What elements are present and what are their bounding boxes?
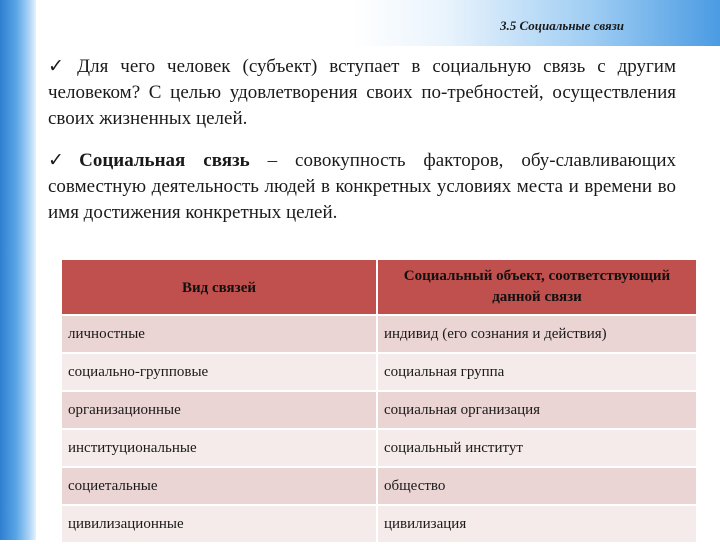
header-band	[352, 0, 720, 46]
table-cell: социальная организация	[377, 391, 697, 429]
table-cell: социетальные	[61, 467, 377, 505]
table-row	[61, 505, 697, 543]
table-cell: цивилизационные	[61, 505, 377, 543]
table-cell: институциональные	[61, 429, 377, 467]
checkmark-icon: ✓	[48, 150, 78, 171]
checkmark-icon: ✓	[48, 56, 72, 77]
table-row	[61, 391, 697, 429]
table-cell: цивилизация	[377, 505, 697, 543]
table-cell: индивид (его сознания и действия)	[377, 315, 697, 353]
table-row	[61, 315, 697, 353]
left-accent-bar	[0, 0, 36, 540]
connections-table	[60, 258, 698, 544]
table-cell: личностные	[61, 315, 377, 353]
table-cell: организационные	[61, 391, 377, 429]
paragraph-question	[48, 54, 676, 132]
slide-title: 3.5 Социальные связи	[500, 18, 624, 33]
paragraph-definition	[48, 148, 676, 226]
table-header-row	[61, 259, 697, 315]
table-cell: социальный институт	[377, 429, 697, 467]
table-row	[61, 467, 697, 505]
table-row	[61, 429, 697, 467]
definition-term: Социальная связь	[79, 150, 250, 171]
table-cell: социально-групповые	[61, 353, 377, 391]
paragraph-question-text: Для чего человек (субъект) вступает в социальную связь с другим человеком? С целью удовлетворения своих по-требностей, осуществления своих жизненных целей.	[48, 56, 676, 129]
table-cell: социальная группа	[377, 353, 697, 391]
table-row	[61, 353, 697, 391]
column-header-object: Социальный объект, соответствующий данной связи	[377, 259, 697, 315]
table-cell: общество	[377, 467, 697, 505]
column-header-type: Вид связей	[61, 259, 377, 315]
definition-text: – совокупность факторов, обу-славливающих совместную деятельность людей в конкретных условиях места и времени во имя достижения конкретных целей.	[48, 150, 676, 223]
